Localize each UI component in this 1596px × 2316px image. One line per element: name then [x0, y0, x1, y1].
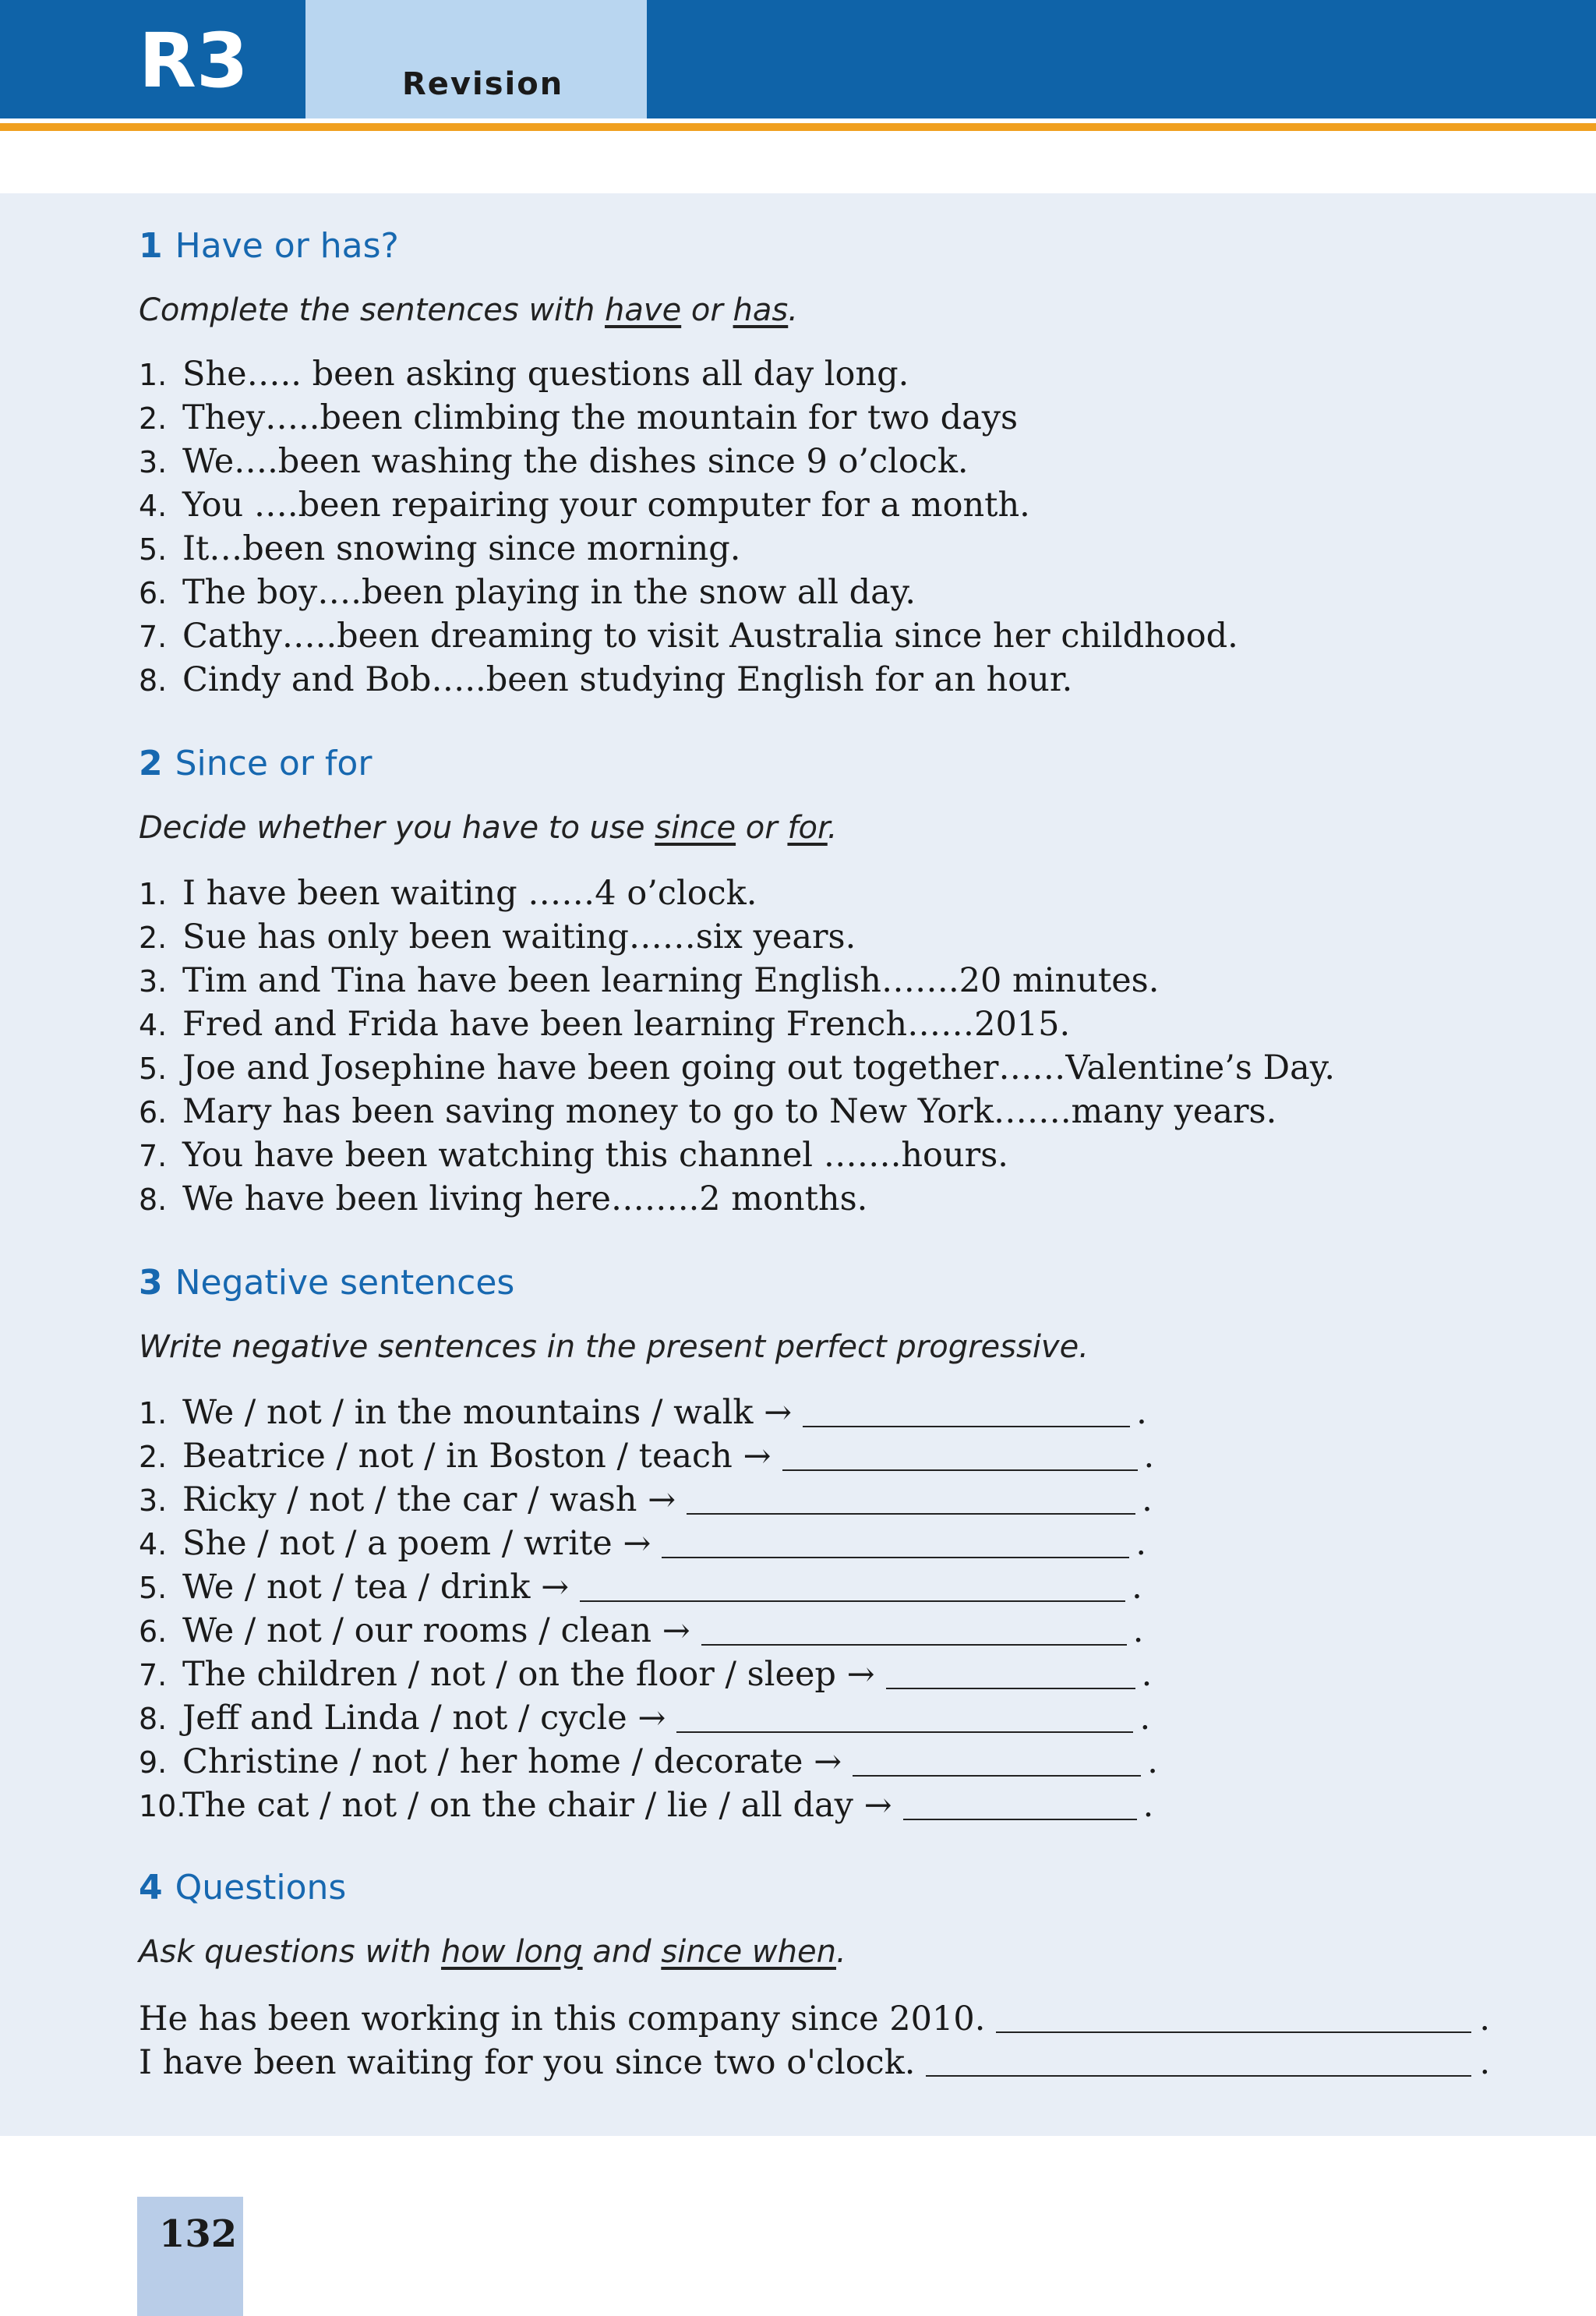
instruction-text: Ask questions with [139, 1934, 442, 1970]
item-text: We / not / in the mountains / walk → [182, 1393, 793, 1432]
section-number: 1 [139, 226, 163, 266]
exercise-item [139, 571, 1238, 614]
answer-blank[interactable] [662, 1526, 1129, 1558]
item-text: You have been watching this channel …….hours. [182, 1136, 1008, 1175]
question-item: I have been waiting for you since two o'clock. . [139, 2043, 1491, 2082]
exercise-item: 10.The cat / not / on the chair / lie / all day → . [139, 1784, 1158, 1827]
item-text: Mary has been saving money to go to New York…….many years. [182, 1092, 1277, 1131]
exercise-item [139, 352, 1238, 396]
answer-blank[interactable] [782, 1438, 1138, 1471]
item-number: 3. [139, 445, 168, 479]
section-2-instruction [139, 810, 838, 846]
item-number: 7. [139, 620, 168, 654]
instruction-text: and [582, 1934, 662, 1970]
section-title-text: Have or has? [175, 226, 399, 266]
section-1-list [139, 352, 1238, 702]
instruction-text: . [788, 292, 798, 328]
exercise-item [139, 959, 1335, 1002]
question-item: He has been working in this company since 2010. . [139, 2000, 1491, 2038]
item-number: 6. [139, 1614, 168, 1649]
answer-blank[interactable] [701, 1613, 1127, 1646]
instruction-text: Decide whether you have to use [139, 810, 655, 846]
instruction-keyword: how long [441, 1934, 583, 1970]
section-title-text: Negative sentences [175, 1263, 515, 1303]
item-text: She….. been asking questions all day long. [182, 355, 909, 394]
item-text: We / not / our rooms / clean → [182, 1611, 690, 1650]
page-number: 132 [159, 2212, 238, 2256]
item-text: Cathy…..been dreaming to visit Australia since her childhood. [182, 617, 1238, 656]
instruction-keyword: for [787, 810, 828, 846]
section-number: 3 [139, 1263, 163, 1303]
chapter-tab [305, 0, 647, 118]
answer-blank[interactable] [926, 2044, 1471, 2077]
exercise-item [139, 1133, 1335, 1177]
page-number-tab [137, 2197, 243, 2316]
item-number: 10. [139, 1789, 186, 1823]
exercise-item: 3. Ricky / not / the car / wash → . [139, 1478, 1158, 1522]
item-text: Joe and Josephine have been going out together……Valentine’s Day. [182, 1048, 1335, 1087]
item-text: Fred and Frida have been learning French……2015. [182, 1005, 1071, 1044]
item-text: The cat / not / on the chair / lie / all day → [182, 1786, 892, 1825]
item-text: Tim and Tina have been learning English…….20 minutes. [182, 961, 1160, 1000]
exercise-item: 8. Jeff and Linda / not / cycle → . [139, 1696, 1158, 1740]
section-2-list [139, 872, 1335, 1221]
exercise-item [139, 915, 1335, 959]
exercise-item: 2. Beatrice / not / in Boston / teach → . [139, 1434, 1158, 1478]
item-number: 8. [139, 1702, 168, 1736]
item-text: I have been waiting ……4 o’clock. [182, 874, 757, 913]
item-number: 1. [139, 358, 168, 392]
item-number: 6. [139, 1095, 168, 1130]
exercise-item: 9. Christine / not / her home / decorate → . [139, 1740, 1158, 1784]
exercise-item [139, 396, 1238, 440]
item-number: 4. [139, 1008, 168, 1042]
item-number: 5. [139, 1052, 168, 1086]
section-number: 4 [139, 1868, 163, 1908]
item-number: 8. [139, 1183, 168, 1217]
section-number: 2 [139, 744, 163, 783]
answer-blank[interactable] [886, 1657, 1135, 1689]
instruction-keyword: have [605, 292, 682, 328]
exercise-item: 5. We / not / tea / drink → . [139, 1565, 1158, 1609]
answer-blank[interactable] [996, 2000, 1471, 2033]
answer-blank[interactable] [903, 1787, 1137, 1820]
header-divider [0, 123, 1596, 131]
exercise-item [139, 872, 1335, 915]
section-title-text: Questions [175, 1868, 347, 1908]
item-text: Beatrice / not / in Boston / teach → [182, 1437, 772, 1476]
exercise-item: 1. We / not / in the mountains / walk → . [139, 1391, 1158, 1434]
answer-blank[interactable] [676, 1700, 1133, 1733]
item-number: 4. [139, 489, 168, 523]
item-number: 1. [139, 877, 168, 911]
section-title-text: Since or for [175, 744, 373, 783]
item-number: 2. [139, 921, 168, 955]
exercise-item: 6. We / not / our rooms / clean → . [139, 1609, 1158, 1653]
instruction-keyword: since [655, 810, 736, 846]
exercise-item: 7. The children / not / on the floor / sleep → . [139, 1653, 1158, 1696]
exercise-item [139, 614, 1238, 658]
item-text: We / not / tea / drink → [182, 1568, 570, 1607]
exercise-item [139, 1177, 1335, 1221]
item-text: Ricky / not / the car / wash → [182, 1480, 676, 1519]
instruction-text: . [827, 810, 838, 846]
exercise-item [139, 1046, 1335, 1090]
item-number: 2. [139, 401, 168, 436]
item-text: She / not / a poem / write → [182, 1524, 651, 1563]
exercise-item [139, 1090, 1335, 1133]
item-text: Cindy and Bob…..been studying English for an hour. [182, 660, 1073, 699]
answer-blank[interactable] [803, 1395, 1130, 1427]
exercise-item [139, 483, 1238, 527]
item-text: Jeff and Linda / not / cycle → [182, 1699, 666, 1738]
item-number: 9. [139, 1745, 168, 1780]
section-4-instruction [139, 1936, 846, 1968]
item-number: 7. [139, 1658, 168, 1692]
item-text: Christine / not / her home / decorate → [182, 1742, 842, 1781]
item-text: The children / not / on the floor / sleep → [182, 1655, 875, 1694]
item-number: 4. [139, 1527, 168, 1561]
instruction-keyword: since when [661, 1934, 836, 1970]
item-number: 7. [139, 1139, 168, 1173]
exercise-item [139, 1002, 1335, 1046]
item-text: It…been snowing since morning. [182, 529, 741, 568]
section-4-list [139, 1997, 1490, 2084]
instruction-text: . [835, 1934, 846, 1970]
item-number: 6. [139, 576, 168, 610]
instruction-text: or [736, 810, 788, 846]
question-text: He has been working in this company since 2010. [139, 2000, 986, 2038]
exercise-item [139, 440, 1238, 483]
item-number: 3. [139, 1483, 168, 1518]
section-3-title [139, 1263, 515, 1303]
section-3-instruction: Write negative sentences in the present perfect progressive. [139, 1329, 1089, 1365]
answer-blank[interactable] [687, 1482, 1135, 1515]
chapter-code-box [0, 0, 302, 118]
section-4-title [139, 1868, 347, 1908]
exercise-item [139, 658, 1238, 702]
answer-blank[interactable] [853, 1744, 1141, 1777]
section-1-title [139, 226, 399, 266]
section-1-instruction [139, 292, 798, 328]
chapter-header [0, 0, 1596, 118]
item-text: We….been washing the dishes since 9 o’clock. [182, 442, 969, 481]
item-text: The boy….been playing in the snow all day. [182, 573, 916, 612]
chapter-code: R3 [139, 17, 249, 104]
item-number: 3. [139, 964, 168, 999]
exercise-item [139, 527, 1238, 571]
section-2-title [139, 744, 373, 783]
item-number: 2. [139, 1440, 168, 1474]
item-text: Sue has only been waiting……six years. [182, 918, 856, 956]
item-number: 1. [139, 1396, 168, 1430]
item-text: They…..been climbing the mountain for two days [182, 398, 1019, 437]
item-text: You ….been repairing your computer for a month. [182, 486, 1030, 525]
exercise-item: 4. She / not / a poem / write → . [139, 1522, 1158, 1565]
item-number: 8. [139, 663, 168, 698]
item-number: 5. [139, 532, 168, 567]
item-number: 5. [139, 1571, 168, 1605]
chapter-tab-label: Revision [402, 66, 564, 102]
instruction-text: Complete the sentences with [139, 292, 606, 328]
question-text: I have been waiting for you since two o'clock. [139, 2043, 916, 2082]
instruction-text: or [681, 292, 733, 328]
section-3-list [139, 1391, 1158, 1827]
item-text: We have been living here……..2 months. [182, 1179, 868, 1218]
instruction-keyword: has [733, 292, 789, 328]
answer-blank[interactable] [580, 1569, 1125, 1602]
